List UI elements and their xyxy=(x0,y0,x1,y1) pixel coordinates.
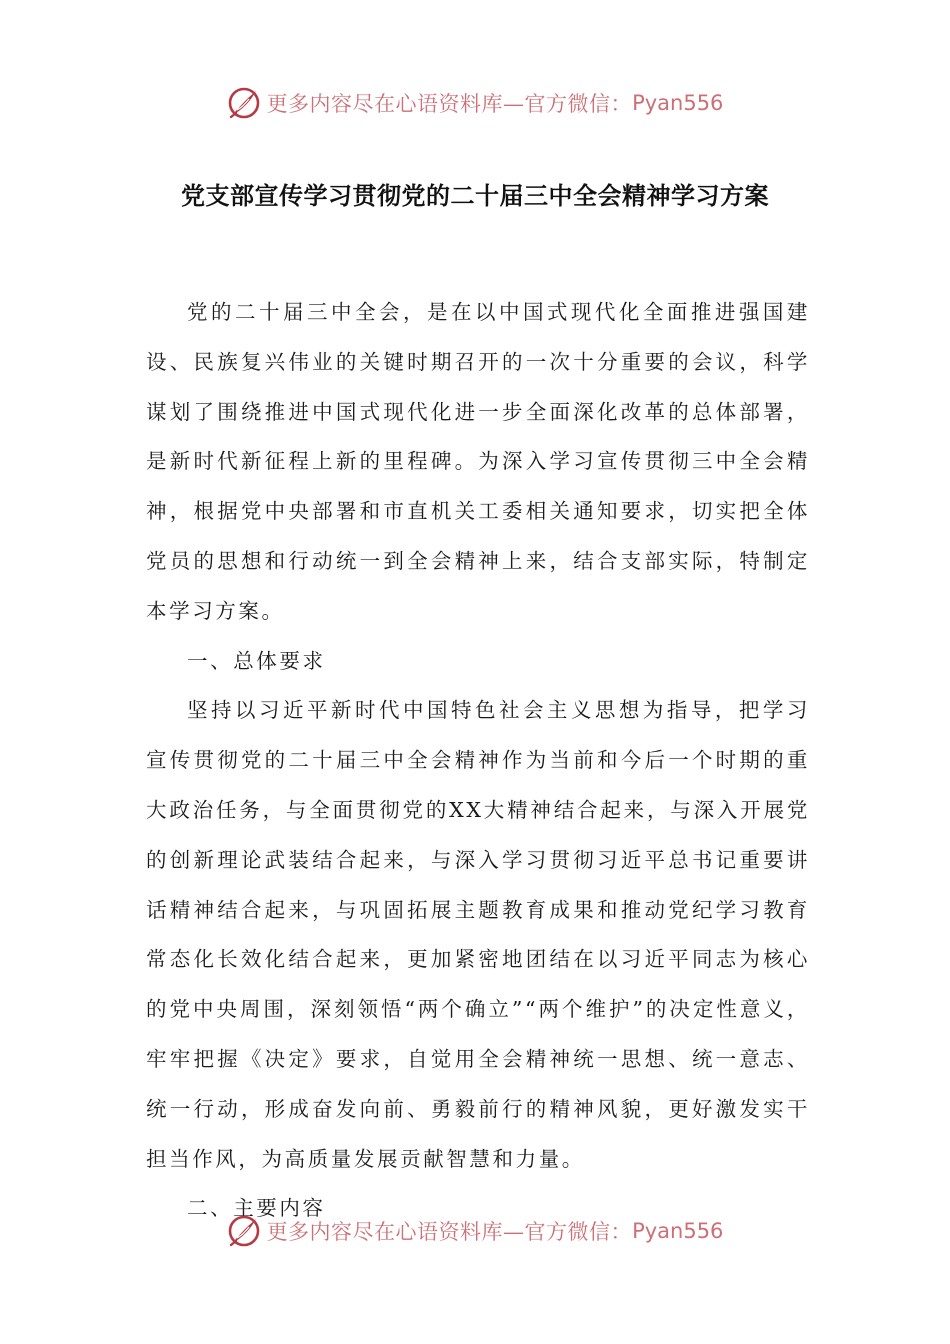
footer-watermark-banner xyxy=(0,1208,950,1254)
document-body xyxy=(146,288,810,1234)
general-requirements-paragraph: 坚持以习近平新时代中国特色社会主义思想为指导，把学习宣传贯彻党的二十届三中全会精神作为当前和今后一个时期的重大政治任务，与全面贯彻党的XX大精神结合起来，与深入开展党的创新理论武装结合起来，与深入学习贯彻习近平总书记重要讲话精神结合起来，与巩固拓展主题教育成果和推动党纪学习教育常态化长效化结合起来，更加紧密地团结在以习近平同志为核心的党中央周围，深刻领悟“两个确立”“两个维护”的决定性意义，牢牢把握《决定》要求，自觉用全会精神统一思想、统一意志、统一行动，形成奋发向前、勇毅前行的精神风貌，更好激发实干担当作风，为高质量发展贡献智慧和力量。 xyxy=(146,698,810,1171)
intro-paragraph: 党的二十届三中全会，是在以中国式现代化全面推进强国建设、民族复兴伟业的关键时期召开的一次十分重要的会议，科学谋划了围绕推进中国式现代化进一步全面深化改革的总体部署，是新时代新征程上新的里程碑。为深入学习宣传贯彻三中全会精神，根据党中央部署和市直机关工委相关通知要求，切实把全体党员的思想和行动统一到全会精神上来，结合支部实际，特制定本学习方案。 xyxy=(146,300,810,623)
banner-text: 更多内容尽在心语资料库—官方微信： xyxy=(266,1220,633,1244)
banner-wechat-id: Pyan556 xyxy=(632,91,724,115)
banner-wechat-id: Pyan556 xyxy=(632,1219,724,1243)
section-heading-main-content: 二、主要内容 xyxy=(187,1196,326,1221)
header-watermark-banner xyxy=(0,80,950,126)
quill-pen-logo-icon xyxy=(227,1214,261,1248)
quill-pen-logo-icon xyxy=(227,86,261,120)
banner-text: 更多内容尽在心语资料库—官方微信： xyxy=(266,92,633,116)
section-heading-general-requirements: 一、总体要求 xyxy=(187,648,326,673)
document-title: 党支部宣传学习贯彻党的二十届三中全会精神学习方案 xyxy=(181,182,769,210)
